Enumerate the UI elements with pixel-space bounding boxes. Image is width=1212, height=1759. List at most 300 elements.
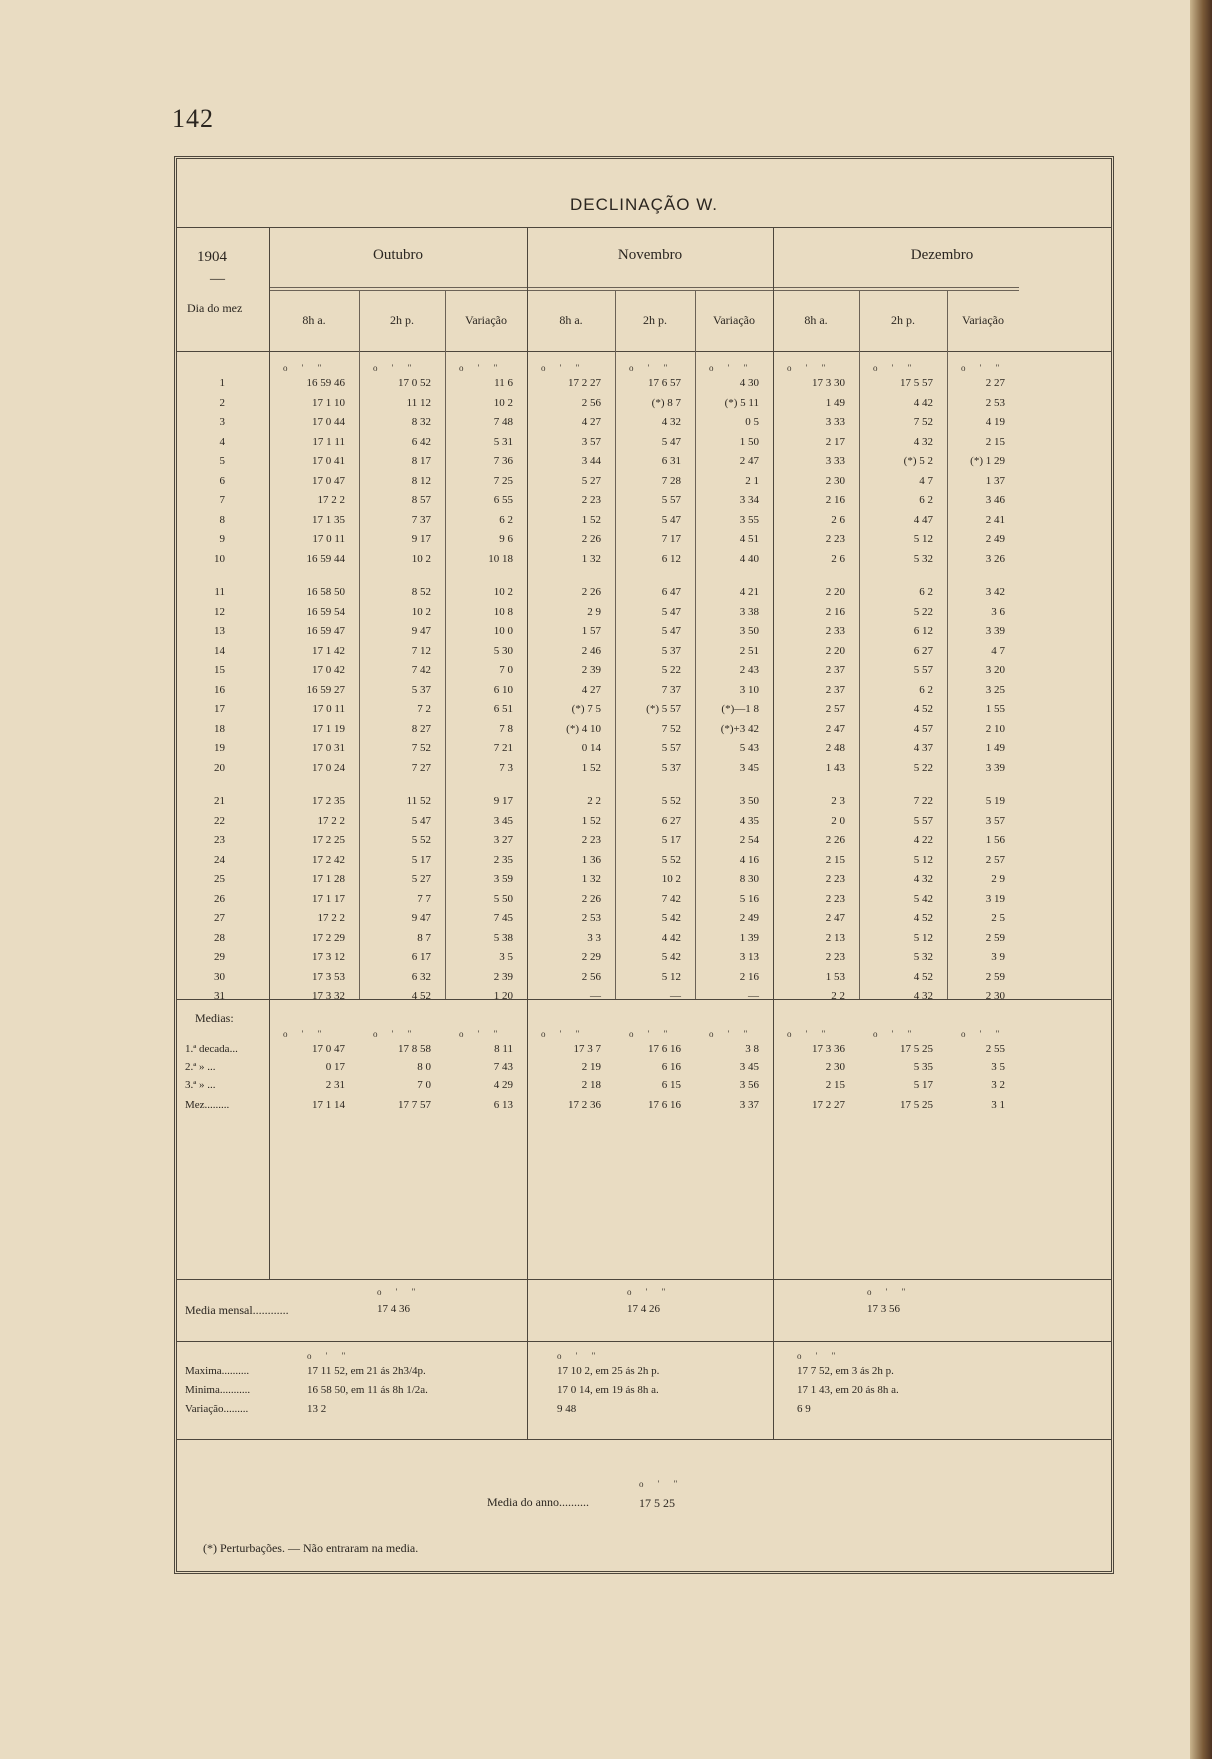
day-value-ov: 7 45 (493, 912, 513, 924)
sub-header-8h: 8h a. (804, 313, 828, 327)
day-value-dv: 2 57 (985, 853, 1005, 866)
day-value-n1: 4 27 (581, 683, 601, 696)
day-value-d2: 4 32 (913, 873, 933, 885)
sub-header-variacao: Variação (713, 313, 755, 327)
day-value-nv: 3 10 (739, 683, 759, 696)
page-edge (1190, 0, 1212, 1759)
day-value-d2: 5 12 (913, 533, 933, 545)
day-value-d2: 6 27 (913, 644, 933, 657)
day-number: 19 (214, 742, 225, 754)
day-number: 14 (214, 644, 225, 657)
day-value-d1: 1 53 (825, 970, 845, 983)
day-value-n2: 5 57 (661, 494, 681, 506)
day-value-dv: 2 30 (985, 990, 1005, 1002)
day-value-nv: 3 50 (739, 625, 759, 637)
decade-value-n1: 2 18 (581, 1079, 601, 1091)
extreme-label: Maxima.......... (185, 1365, 250, 1377)
decade-value-ov: 4 29 (493, 1079, 513, 1091)
day-value-ov: 2 39 (493, 970, 513, 983)
day-value-d2: 5 32 (913, 951, 933, 963)
day-value-nv: 4 30 (739, 377, 759, 389)
day-value-o1: 16 59 27 (306, 683, 345, 696)
day-value-nv: 1 50 (739, 435, 759, 448)
mez-value-ov: 6 13 (493, 1099, 513, 1111)
decade-value-d2: 5 35 (913, 1061, 933, 1073)
day-value-d1: 1 43 (825, 761, 845, 774)
day-value-d2: 5 12 (913, 853, 933, 866)
day-value-ov: 7 25 (493, 474, 513, 487)
day-value-n1: 2 56 (581, 396, 601, 409)
day-value-d1: 2 48 (825, 742, 845, 754)
decade-value-o2: 7 0 (417, 1079, 431, 1091)
day-value-d1: 2 23 (825, 533, 845, 545)
decade-value-nv: 3 45 (739, 1061, 759, 1073)
month-header-outubro: Outubro (373, 247, 423, 263)
day-value-n1: 2 23 (581, 494, 601, 506)
day-value-dv: 3 39 (985, 625, 1005, 637)
day-value-o1: 17 2 2 (317, 494, 345, 506)
day-value-dv: 2 5 (991, 912, 1005, 924)
day-value-o2: 11 12 (406, 396, 431, 409)
day-value-nv: 2 54 (739, 834, 759, 846)
day-value-n1: (*) 4 10 (566, 722, 601, 735)
day-value-nv: 3 34 (739, 494, 759, 506)
day-value-n2: 5 52 (661, 795, 681, 807)
mez-value-n1: 17 2 36 (568, 1099, 601, 1111)
day-value-d1: 2 0 (831, 814, 845, 827)
decade-value-o2: 8 0 (417, 1061, 431, 1073)
day-value-dv: 3 19 (985, 892, 1005, 905)
sub-header-2h: 2h p. (643, 313, 667, 327)
day-number: 27 (214, 912, 225, 924)
day-value-d1: 2 23 (825, 892, 845, 905)
day-value-n2: 6 47 (661, 586, 681, 598)
day-value-o2: 6 17 (411, 951, 431, 963)
day-value-n2: 5 42 (661, 912, 681, 924)
day-value-o1: 16 59 47 (306, 625, 345, 637)
day-value-dv: 1 55 (985, 703, 1005, 715)
day-value-o1: 16 58 50 (306, 586, 345, 598)
day-number: 6 (219, 474, 225, 487)
sub-header-8h: 8h a. (302, 313, 326, 327)
sub-header-8h: 8h a. (559, 313, 583, 327)
decade-value-nv: 3 56 (739, 1079, 759, 1091)
day-value-n1: 2 9 (587, 605, 601, 618)
day-number: 1 (219, 377, 225, 389)
day-value-o1: 17 0 41 (312, 455, 345, 467)
decade-label: 1.ª decada... (185, 1043, 238, 1055)
unit-symbols: o ' " (873, 1029, 918, 1039)
day-value-o2: 4 52 (411, 990, 431, 1002)
day-value-o1: 17 0 11 (312, 703, 345, 715)
day-value-ov: 1 20 (493, 990, 513, 1002)
day-value-d2: 5 57 (913, 664, 933, 676)
day-number: 15 (214, 664, 225, 676)
month-header-dezembro: Dezembro (910, 247, 974, 263)
day-number: 30 (214, 970, 225, 983)
day-value-dv: 4 7 (991, 644, 1005, 657)
day-value-n2: (*) 8 7 (651, 396, 681, 409)
day-value-n1: 3 3 (587, 931, 601, 944)
day-value-n1: 1 57 (581, 625, 601, 637)
day-value-dv: 2 59 (985, 970, 1005, 983)
day-value-d2: 5 32 (913, 552, 933, 565)
sub-header-2h: 2h p. (891, 313, 915, 327)
decade-value-d1: 2 15 (825, 1079, 845, 1091)
extreme-value-novembro: 17 10 2, em 25 ás 2h p. (557, 1365, 660, 1377)
day-value-o2: 5 47 (411, 814, 431, 827)
day-value-d1: 17 3 30 (812, 377, 845, 389)
footnote: (*) Perturbações. — Não entraram na media. (203, 1541, 419, 1555)
day-value-nv: 1 39 (739, 931, 759, 944)
day-value-n2: 4 32 (661, 416, 681, 428)
day-value-d2: 5 12 (913, 931, 933, 944)
day-value-n1: 2 56 (581, 970, 601, 983)
day-value-o1: 17 3 12 (312, 951, 345, 963)
day-number: 9 (219, 533, 225, 545)
mez-value-o1: 17 1 14 (312, 1099, 345, 1111)
day-value-n2: 5 52 (661, 853, 681, 866)
unit-symbols: o ' " (541, 1029, 586, 1039)
mez-value-n2: 17 6 16 (648, 1099, 681, 1111)
decade-label: 3.ª » ... (185, 1079, 216, 1091)
sub-header-2h: 2h p. (390, 313, 414, 327)
day-value-d2: 5 42 (913, 892, 933, 905)
unit-symbols: o ' " (373, 363, 418, 373)
page-number: 142 (172, 104, 214, 133)
day-value-dv: 2 27 (985, 377, 1005, 389)
day-value-d1: 2 33 (825, 625, 845, 637)
unit-symbols: o ' " (709, 363, 754, 373)
day-number: 22 (214, 814, 225, 827)
day-value-n1: 2 2 (587, 795, 601, 807)
day-value-n2: 17 6 57 (648, 377, 681, 389)
day-value-n2: 5 42 (661, 951, 681, 963)
day-value-o1: 16 59 46 (306, 377, 345, 389)
day-value-n2: 4 42 (661, 931, 681, 944)
decade-value-n2: 6 16 (661, 1061, 681, 1073)
day-value-dv: 2 15 (985, 435, 1005, 448)
day-value-o2: 9 17 (411, 533, 431, 545)
day-value-d1: 2 23 (825, 951, 845, 963)
day-value-dv: 3 46 (985, 494, 1005, 506)
day-number: 23 (214, 834, 225, 846)
day-value-dv: 2 53 (985, 396, 1005, 409)
day-value-ov: 2 35 (493, 853, 513, 866)
media-anno-value: 17 5 25 (639, 1496, 675, 1510)
decade-value-n2: 6 15 (661, 1079, 681, 1091)
day-value-d1: 2 6 (831, 513, 845, 526)
day-value-n2: 7 52 (661, 722, 681, 735)
rule-horizontal (177, 1439, 1111, 1440)
day-value-n1: 2 26 (581, 892, 601, 905)
day-number: 21 (214, 795, 225, 807)
extreme-value-dezembro: 6 9 (797, 1403, 811, 1415)
day-value-d1: 2 47 (825, 722, 845, 735)
day-number: 16 (214, 683, 225, 696)
decade-value-nv: 3 8 (745, 1043, 759, 1055)
day-value-ov: 5 50 (493, 892, 513, 905)
day-value-o1: 17 1 19 (312, 722, 345, 735)
day-value-o1: 17 2 42 (312, 853, 345, 866)
day-value-d1: 2 37 (825, 683, 845, 696)
day-value-nv: 3 50 (739, 795, 759, 807)
extreme-label: Minima........... (185, 1384, 251, 1396)
day-value-ov: 10 2 (493, 586, 513, 598)
day-value-d1: 2 20 (825, 644, 845, 657)
day-value-ov: 3 27 (493, 834, 513, 846)
day-value-ov: 3 5 (499, 951, 513, 963)
day-value-dv: 3 25 (985, 683, 1005, 696)
day-value-n1: 1 32 (581, 552, 601, 565)
extreme-value-dezembro: 17 1 43, em 20 ás 8h a. (797, 1384, 899, 1396)
day-value-dv: 3 39 (985, 761, 1005, 774)
unit-symbols: o ' " (283, 363, 328, 373)
media-mensal-label: Media mensal............ (185, 1303, 289, 1317)
day-column-header: Dia do mez (187, 301, 243, 315)
day-value-d2: 4 32 (913, 435, 933, 448)
day-value-n2: (*) 5 57 (646, 703, 681, 715)
day-value-d2: 4 42 (913, 396, 933, 409)
day-value-ov: 6 10 (493, 683, 513, 696)
day-value-dv: (*) 1 29 (970, 455, 1005, 467)
day-value-n1: 2 39 (581, 664, 601, 676)
day-value-nv: 2 49 (739, 912, 759, 924)
day-number: 29 (214, 951, 225, 963)
day-value-o2: 9 47 (411, 625, 431, 637)
day-value-d2: 6 2 (919, 683, 933, 696)
day-value-nv: 2 47 (739, 455, 759, 467)
unit-symbols: o ' " (709, 1029, 754, 1039)
decade-value-n1: 2 19 (581, 1061, 601, 1073)
day-value-dv: 4 19 (985, 416, 1005, 428)
day-value-dv: 3 42 (985, 586, 1005, 598)
day-value-n2: 5 22 (661, 664, 681, 676)
day-value-d2: 7 22 (913, 795, 933, 807)
unit-symbols: o ' " (377, 1287, 422, 1297)
day-value-dv: 3 57 (985, 814, 1005, 827)
mez-value-d1: 17 2 27 (812, 1099, 845, 1111)
day-value-ov: 10 0 (493, 625, 513, 637)
day-value-d2: 4 47 (913, 513, 933, 526)
day-value-d2: 7 52 (913, 416, 933, 428)
day-value-d2: 4 57 (913, 722, 933, 735)
day-value-o1: 16 59 44 (306, 552, 345, 565)
media-anno-label: Media do anno.......... (487, 1495, 589, 1509)
day-value-ov: 7 48 (493, 416, 513, 428)
day-value-o2: 7 42 (411, 664, 431, 676)
day-number: 18 (214, 722, 225, 735)
day-value-nv: (*)+3 42 (720, 722, 759, 735)
day-value-nv: 4 21 (739, 586, 759, 598)
day-value-o2: 7 2 (417, 703, 431, 715)
day-value-o2: 5 52 (411, 834, 431, 846)
day-value-n1: 2 26 (581, 586, 601, 598)
day-number: 4 (219, 435, 225, 448)
day-value-d2: (*) 5 2 (903, 455, 933, 467)
decade-value-o1: 17 0 47 (312, 1043, 345, 1055)
table-title: DECLINAÇÃO W. (569, 195, 719, 214)
day-value-nv: 3 55 (739, 513, 759, 526)
day-value-n2: 5 17 (661, 834, 681, 846)
day-value-ov: 6 2 (499, 513, 513, 526)
day-value-o2: 8 7 (417, 931, 431, 944)
day-value-d2: 6 2 (919, 494, 933, 506)
day-value-n1: 2 29 (581, 951, 601, 963)
day-value-o2: 9 47 (411, 912, 431, 924)
day-value-nv: 2 43 (739, 664, 759, 676)
day-value-d1: 2 13 (825, 931, 845, 944)
day-value-o2: 10 2 (411, 605, 431, 618)
day-value-d1: 3 33 (825, 416, 845, 428)
day-value-ov: 3 59 (493, 873, 513, 885)
day-value-o1: 17 1 11 (312, 435, 345, 448)
unit-symbols: o ' " (867, 1287, 912, 1297)
declination-table (174, 156, 1114, 1574)
day-value-o2: 8 27 (411, 722, 431, 735)
day-value-d1: 2 16 (825, 494, 845, 506)
day-number: 8 (219, 513, 225, 526)
unit-symbols: o ' " (459, 1029, 504, 1039)
day-value-n1: 1 52 (581, 761, 601, 774)
day-value-ov: 5 30 (493, 644, 513, 657)
day-value-n2: 5 37 (661, 644, 681, 657)
day-value-o2: 5 37 (411, 683, 431, 696)
unit-symbols: o ' " (627, 1287, 672, 1297)
day-value-o1: 16 59 54 (306, 605, 345, 618)
year-dash: — (210, 271, 225, 287)
day-value-n2: 10 2 (661, 873, 681, 885)
rule-horizontal (269, 290, 1019, 291)
extreme-value-novembro: 9 48 (557, 1403, 577, 1415)
extreme-value-outubro: 16 58 50, em 11 ás 8h 1/2a. (307, 1384, 428, 1396)
day-value-o2: 8 17 (411, 455, 431, 467)
day-value-nv: 5 16 (739, 892, 759, 905)
day-value-nv: (*) 5 11 (724, 396, 759, 409)
day-value-dv: 1 56 (985, 834, 1005, 846)
month-header-novembro: Novembro (617, 247, 683, 263)
day-value-dv: 2 49 (985, 533, 1005, 545)
day-value-dv: 3 26 (985, 552, 1005, 565)
decade-label: 2.ª » ... (185, 1061, 216, 1073)
extreme-value-novembro: 17 0 14, em 19 ás 8h a. (557, 1384, 659, 1396)
day-number: 24 (214, 853, 225, 866)
day-value-o2: 11 52 (406, 795, 431, 807)
day-value-n1: 2 26 (581, 533, 601, 545)
day-number: 7 (219, 494, 225, 506)
unit-symbols: o ' " (629, 1029, 674, 1039)
rule-horizontal (177, 227, 1111, 228)
day-value-nv: 2 51 (739, 644, 759, 657)
day-value-dv: 3 6 (991, 605, 1005, 618)
day-number: 31 (214, 990, 225, 1002)
day-value-n2: 7 42 (661, 892, 681, 905)
day-value-o1: 17 3 53 (312, 970, 345, 983)
day-value-o2: 5 17 (411, 853, 431, 866)
day-value-dv: 3 9 (991, 951, 1005, 963)
day-value-ov: 5 38 (493, 931, 513, 944)
day-number: 26 (214, 892, 225, 905)
day-value-d1: 2 6 (831, 552, 845, 565)
day-number: 10 (214, 552, 225, 565)
day-value-n2: — (670, 990, 681, 1002)
day-value-nv: 3 45 (739, 761, 759, 774)
day-value-n2: 5 47 (661, 435, 681, 448)
unit-symbols: o ' " (961, 363, 1006, 373)
day-value-d2: 5 22 (913, 761, 933, 774)
day-value-dv: 2 59 (985, 931, 1005, 944)
day-value-n1: 3 44 (581, 455, 601, 467)
day-value-nv: 4 16 (739, 853, 759, 866)
day-value-d2: 4 52 (913, 703, 933, 715)
unit-symbols: o ' " (629, 363, 674, 373)
day-value-ov: 5 31 (493, 435, 513, 448)
day-number: 3 (219, 416, 225, 428)
day-value-dv: 5 19 (985, 795, 1005, 807)
day-value-n1: 1 32 (581, 873, 601, 885)
day-value-ov: 7 36 (493, 455, 513, 467)
rule-horizontal (177, 351, 1111, 352)
day-value-ov: 9 6 (499, 533, 513, 545)
day-value-d1: 2 3 (831, 795, 845, 807)
decade-value-d1: 17 3 36 (812, 1043, 845, 1055)
day-value-nv: — (748, 990, 759, 1002)
unit-symbols: o ' " (961, 1029, 1006, 1039)
decade-value-dv: 3 2 (991, 1079, 1005, 1091)
decade-value-ov: 8 11 (494, 1043, 513, 1055)
mez-value-d2: 17 5 25 (900, 1099, 933, 1111)
day-value-ov: 7 0 (499, 664, 513, 676)
sub-header-variacao: Variação (465, 313, 507, 327)
day-value-n1: 17 2 27 (568, 377, 601, 389)
mez-value-dv: 3 1 (991, 1099, 1005, 1111)
decade-value-d2: 5 17 (913, 1079, 933, 1091)
day-value-d1: 1 49 (825, 396, 845, 409)
day-value-o1: 17 1 28 (312, 873, 345, 885)
day-value-dv: 1 49 (985, 742, 1005, 754)
day-value-nv: 5 43 (739, 742, 759, 754)
day-value-nv: 8 30 (739, 873, 759, 885)
unit-symbols: o ' " (307, 1351, 352, 1361)
day-value-o2: 8 57 (411, 494, 431, 506)
day-value-ov: 10 2 (493, 396, 513, 409)
day-value-ov: 10 18 (488, 552, 513, 565)
day-value-nv: (*)—1 8 (721, 703, 759, 715)
day-number: 20 (214, 761, 225, 774)
day-value-nv: 3 13 (739, 951, 759, 963)
day-value-o1: 17 2 2 (317, 814, 345, 827)
unit-symbols: o ' " (541, 363, 586, 373)
day-value-o2: 7 12 (411, 644, 431, 657)
day-value-n2: 5 47 (661, 513, 681, 526)
day-value-o2: 7 37 (411, 513, 431, 526)
day-value-o1: 17 0 44 (312, 416, 345, 428)
decade-value-dv: 3 5 (991, 1061, 1005, 1073)
extreme-value-dezembro: 17 7 52, em 3 ás 2h p. (797, 1365, 894, 1377)
day-value-nv: 4 40 (739, 552, 759, 565)
day-value-ov: 9 17 (493, 795, 513, 807)
mez-value-nv: 3 37 (739, 1099, 759, 1111)
day-value-n2: 7 28 (661, 474, 681, 487)
day-value-n1: 1 52 (581, 513, 601, 526)
extreme-value-outubro: 17 11 52, em 21 ás 2h3/4p. (307, 1365, 426, 1377)
day-value-o1: 17 2 29 (312, 931, 345, 944)
day-value-o2: 7 52 (411, 742, 431, 754)
day-value-o2: 7 7 (417, 892, 431, 905)
day-value-d1: 3 33 (825, 455, 845, 467)
day-value-o1: 17 3 32 (312, 990, 345, 1002)
day-value-n1: (*) 7 5 (571, 703, 601, 715)
